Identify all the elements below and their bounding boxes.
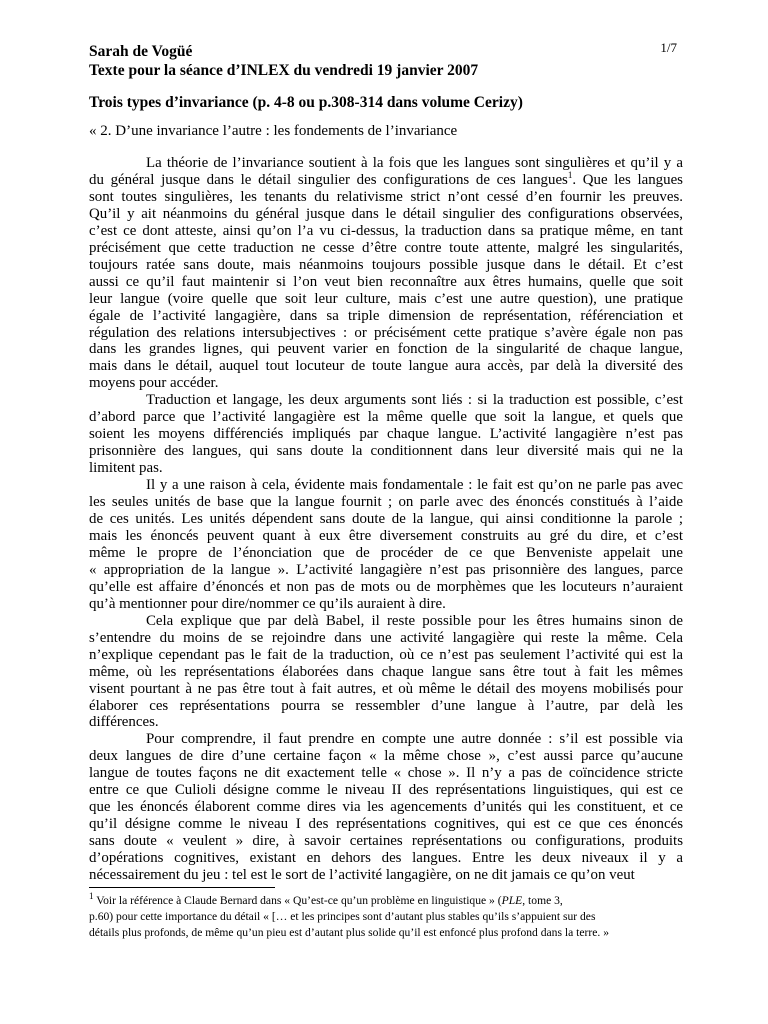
text-line: deux langues de dire d’une certaine façon « la même chose », c’est aussi parce qu’aucune	[89, 748, 683, 765]
paragraph	[89, 613, 683, 732]
text-line: toujours ratée sans doute, mais néanmoins toujours possible jusque dans le détail. Et c’est	[89, 256, 683, 273]
body-text	[89, 155, 683, 884]
footnote-divider	[89, 887, 275, 888]
text-line: Pour comprendre, il faut prendre en compte une autre donnée : s’il est possible via	[146, 731, 683, 748]
text-line: visent pourtant à ne pas être tout à fait autres, et où même le détail des moyens mobilisés pour	[89, 680, 683, 697]
subsection-heading: « 2. D’une invariance l’autre : les fondements de l’invariance	[89, 123, 458, 139]
text-line: précisément que cette traduction ne cesse d’être contre toute attente, malgré les singularités,	[89, 239, 683, 256]
footnote-line-1: $^1$ Voir la référence à Claude Bernard dans « Qu’est-ce qu’un problème en linguistique » (PLE, tome 3,	[89, 891, 563, 907]
text-line: sans doute « veulent » dire, à savoir certaines représentations ou configurations, produits	[89, 833, 683, 850]
text-line: mais dans le détail, auquel tout locuteur de toute langue aura accès, par delà la diversité des	[89, 358, 683, 375]
text-line: égale de l’activité langagière, dans sa triple dimension de représentation, référenciation et	[89, 307, 683, 324]
text-line: de ces unités. Les unités dépendent sans doute de la langue, qui ainsi conditionne la parole ;	[89, 511, 683, 528]
text-line: qu’à mentionner pour dire/nommer ce qu’ils auraient à dire.	[89, 595, 446, 612]
section-title: Trois types d’invariance (p. 4-8 ou p.308-314 dans volume Cerizy)	[89, 94, 523, 111]
text-line: s’entendre du moins de se rejoindre dans une activité langagière qui reste la même. Cela	[89, 629, 683, 646]
text-line: La théorie de l’invariance soutient à la fois que les langues sont singulières et qu’il y a	[146, 155, 683, 171]
text-line: dans les grandes lignes, qui peuvent varier en fonction de la singularité de chaque langue,	[89, 341, 683, 358]
author-name: Sarah de Vogüé	[89, 43, 193, 60]
paragraph	[89, 731, 683, 884]
paragraph	[89, 155, 683, 392]
text-line: limitent pas.	[89, 460, 163, 477]
text-line: n’explique cependant pas le fait de la traduction, où ce n’est pas seulement l’activité qui est la	[89, 646, 683, 663]
footnote-reference: 1	[567, 169, 573, 180]
text-line: langue de toutes façons ne dit exactement telle « chose ». Il n’y a pas de coïncidence stricte	[89, 765, 683, 782]
text-line: entre ce que Culioli désigne comme le niveau II des représentations linguistiques, qui est ce	[89, 782, 683, 799]
text-line: c’est ce dont atteste, ainsi qu’on l’a vu ci-dessus, la traduction dans sa pratique même, en tant	[89, 222, 683, 239]
text-line: les seules unités de base que la langue fournit ; on parle avec des énoncés constitués à l’aide	[89, 494, 683, 511]
text-line: moyens pour accéder.	[89, 375, 219, 392]
session-subtitle: Texte pour la séance d’INLEX du vendredi 19 janvier 2007	[89, 62, 479, 79]
document-header	[89, 42, 683, 80]
text-line: même, où les représentations élaborées dans chaque langue sans être tout à fait les mêmes	[89, 663, 683, 680]
paragraph	[89, 477, 683, 613]
text-line: nécessairement du jeu : tel est le sort de l’activité langagière, on ne dit jamais ce qu’on veut	[89, 867, 635, 884]
text-line: d’abord parce que l’activité langagière est la même quelle que soit la langue, et quels que	[89, 409, 683, 426]
text-line: soient les moyens différenciés impliqués par chaque langue. L’activité langagière n’est pas	[89, 426, 683, 443]
text-line: élaborer ces représentations pourra se ressembler d’une langue à l’autre, par delà les	[89, 697, 683, 714]
text-line: sont toutes singulières, les tenants du relativisme strict n’ont cessé d’en fournir les preuves.	[89, 188, 683, 205]
text-line: différences.	[89, 714, 159, 731]
footnote-line-2: p.60) pour cette importance du détail « [… et les principes sont d’autant plus stables qu’ils s’appuient sur des	[89, 910, 596, 923]
text-line: mais les énoncés peuvent quant à eux être diversement construits au gré du dire, et c’est	[89, 527, 683, 544]
text-line: Traduction et langage, les deux arguments sont liés : si la traduction est possible, c’est	[146, 392, 683, 409]
text-line: d’opérations cognitives, existant en dehors des langues. Entre les deux niveaux il y a	[89, 850, 683, 867]
text-line: prisonnière des langues, qui sans doute la conditionnent dans leur diversité mais qui ne la	[89, 443, 683, 460]
text-line: régulation des relations intersubjectives : or précisément cette pratique s’avère égale non pas	[89, 324, 683, 341]
text-line: qu’il désigne comme le niveau I des représentations cognitives, qui est ce que ces énoncés	[89, 816, 683, 833]
text-line: que les énoncés élaborent comme dires via les agencements d’unités qui les constituent, et ce	[89, 799, 683, 816]
text-line: « appropriation de la langue ». L’activité langagière n’est pas prisonnière des langues, parce	[89, 561, 683, 578]
page-number: 1/7	[660, 40, 677, 55]
text-line: du général jusque dans le détail singulier des configurations de ces langues$^1$. Que les langues	[89, 169, 683, 188]
text-line: Qu’il y ait néanmoins du général jusque dans le détail singulier des configurations observées,	[89, 205, 683, 222]
paragraph	[89, 392, 683, 477]
footnote-marker: 1	[89, 891, 94, 902]
text-line: Cela explique que par delà Babel, il reste possible pour les êtres humains sinon de	[146, 612, 683, 629]
footnote-line-3: détails plus profonds, de même qu’un pieu est d’autant plus solide qu’il est enfoncé plus profond dans la terre. »	[89, 926, 609, 939]
text-line: Il y a une raison à cela, évidente mais fondamentale : le fait est qu’on ne parle pas avec	[146, 477, 683, 494]
text-line: qu’elle est affaire d’énoncés et non pas de mots ou de morphèmes que les locuteurs n’auraient	[89, 578, 683, 595]
text-line: leur langue (voire quelle que soit leur culture, mais c’est une autre question), une pratique	[89, 290, 683, 307]
footnote	[89, 893, 683, 941]
text-line: même le propre de l’énonciation que de procéder de ce que Benveniste appelait une	[89, 544, 683, 561]
text-line: aussi ce qu’il faut maintenir si l’on veut bien reconnaître aux êtres humains, quelle que soit	[89, 273, 683, 290]
